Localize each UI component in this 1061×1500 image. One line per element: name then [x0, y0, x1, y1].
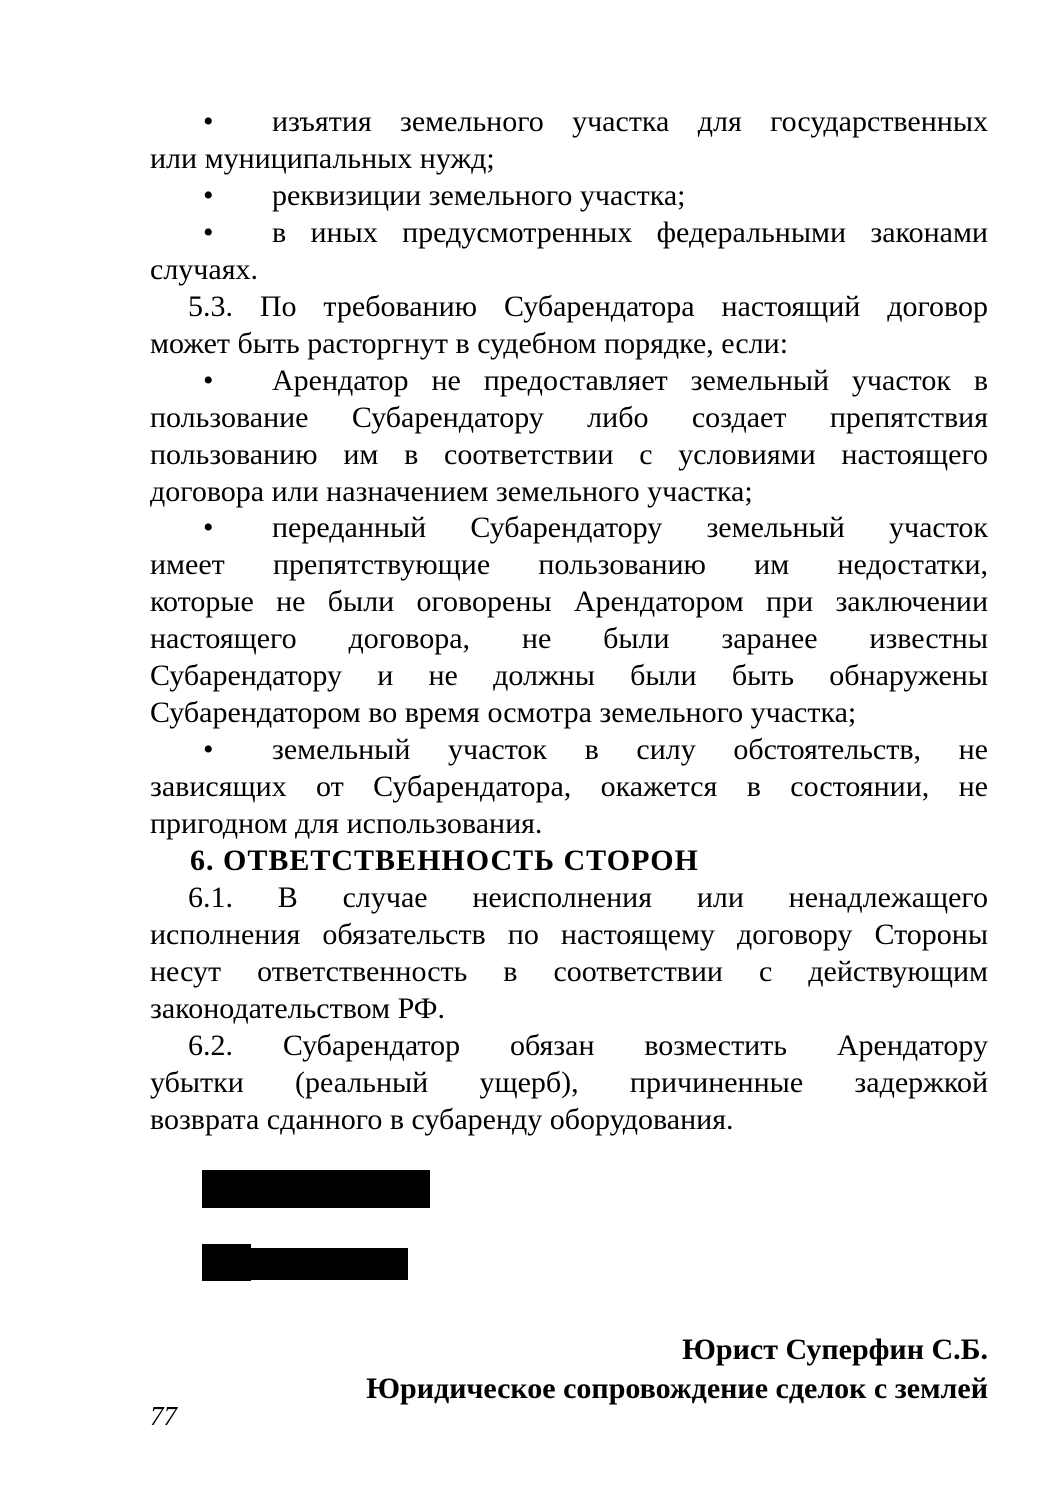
bullet-line — [150, 510, 988, 547]
text-line: или муниципальных нужд; — [150, 141, 495, 175]
bullet-icon: • — [203, 363, 214, 397]
redacted-block — [202, 1170, 430, 1208]
document-footer — [150, 1330, 988, 1408]
page-number: 77 — [150, 1401, 177, 1431]
bullet-icon: • — [203, 105, 214, 138]
footer-author: Юрист Суперфин С.Б. — [682, 1333, 988, 1366]
text-line: настоящего договора, не были заранее известны — [150, 622, 988, 656]
text-line: имеет препятствующие пользованию им недостатки, — [150, 548, 988, 582]
bullet-text: Арендатор не предоставляет земельный участок в — [272, 363, 988, 397]
text-line: несут ответственность в соответствии с действующим — [150, 954, 988, 988]
text-line: законодательством РФ. — [150, 991, 445, 1025]
bullet-icon: • — [203, 215, 214, 249]
text-line: пользованию им в соответствии с условиями настоящего — [150, 437, 988, 471]
section-heading: 6. ОТВЕТСТВЕННОСТЬ СТОРОН — [190, 844, 699, 878]
bullet-line — [150, 363, 988, 400]
redacted-block — [251, 1248, 408, 1280]
redacted-block — [202, 1244, 251, 1281]
bullet-text: реквизиции земельного участка; — [272, 178, 686, 212]
bullet-text: земельный участок в силу обстоятельств, не — [272, 733, 988, 767]
document-body — [150, 104, 988, 1139]
footer-subtitle: Юридическое сопровождение сделок с землей — [366, 1372, 988, 1405]
bullet-text: изъятия земельного участка для государственных — [272, 105, 988, 138]
bullet-icon: • — [203, 733, 214, 767]
bullet-line — [150, 178, 988, 215]
text-line: зависящих от Субарендатора, окажется в состоянии, не — [150, 770, 988, 804]
text-line: Субарендатору и не должны были быть обнаружены — [150, 659, 988, 693]
bullet-line — [150, 732, 988, 769]
text-line: случаях. — [150, 252, 258, 286]
text-line: 5.3. По требованию Субарендатора настоящий договор — [188, 289, 988, 323]
bullet-text: в иных предусмотренных федеральными законами — [272, 215, 988, 249]
text-line: возврата сданного в субаренду оборудования. — [150, 1102, 734, 1136]
bullet-line — [150, 104, 988, 141]
bullet-icon: • — [203, 511, 214, 545]
text-line: пригодном для использования. — [150, 807, 543, 841]
text-line: пользование Субарендатору либо создает препятствия — [150, 400, 988, 434]
text-line: 6.2. Субарендатор обязан возместить Арендатору — [188, 1028, 988, 1062]
text-line: убытки (реальный ущерб), причиненные задержкой — [150, 1065, 988, 1099]
text-line: исполнения обязательств по настоящему договору Стороны — [150, 917, 988, 951]
bullet-icon: • — [203, 178, 214, 212]
text-line: Субарендатором во время осмотра земельного участка; — [150, 696, 857, 730]
text-line: 6.1. В случае неисполнения или ненадлежащего — [188, 881, 988, 915]
text-line: может быть расторгнут в судебном порядке, если: — [150, 326, 789, 360]
bullet-text: переданный Субарендатору земельный участок — [272, 511, 988, 545]
bullet-line — [150, 215, 988, 252]
text-line: договора или назначением земельного участка; — [150, 474, 753, 508]
text-line: которые не были оговорены Арендатором при заключении — [150, 585, 988, 619]
